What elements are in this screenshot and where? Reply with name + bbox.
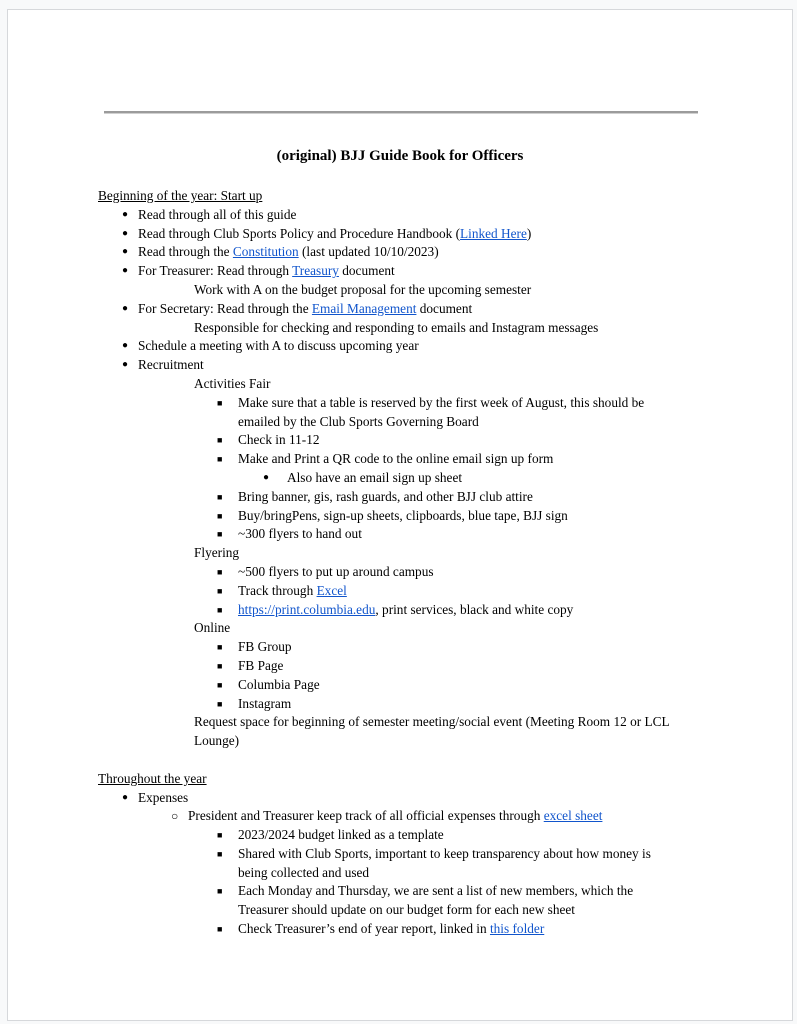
doc-line xyxy=(98,619,710,638)
text-run: Lounge) xyxy=(194,733,240,749)
square-bullet-icon: ■ xyxy=(217,604,223,615)
text-run: Shared with Club Sports, important to keep transparency about how money is xyxy=(238,845,651,861)
doc-link[interactable]: Email Management xyxy=(311,300,417,316)
disc-bullet-icon: ● xyxy=(122,246,129,258)
doc-line xyxy=(98,676,710,695)
doc-line xyxy=(98,394,710,413)
square-bullet-icon: ■ xyxy=(217,529,223,540)
disc-bullet-icon: ● xyxy=(122,208,129,220)
doc-line xyxy=(98,281,710,300)
text-run: Read through the xyxy=(138,244,233,260)
document-page xyxy=(7,9,793,1021)
doc-line xyxy=(98,732,710,751)
text-run: Make and Print a QR code to the online email sign up form xyxy=(238,451,554,467)
text-run: Throughout the year xyxy=(98,770,207,786)
doc-line xyxy=(98,450,710,469)
text-run: (last updated 10/10/2023) xyxy=(298,244,439,260)
horizontal-rule xyxy=(104,111,698,114)
doc-line xyxy=(98,901,710,920)
doc-line xyxy=(98,525,710,544)
text-run: Bring banner, gis, rash guards, and other BJJ club attire xyxy=(238,488,533,504)
doc-link[interactable]: excel sheet xyxy=(543,808,603,824)
square-bullet-icon: ■ xyxy=(217,510,223,521)
text-run: Responsible for checking and responding to emails and Instagram messages xyxy=(194,319,599,335)
doc-link[interactable]: Linked Here xyxy=(460,225,527,241)
doc-line xyxy=(98,225,710,244)
doc-line xyxy=(98,206,710,225)
doc-line xyxy=(98,845,710,864)
text-run: , print services, black and white copy xyxy=(375,601,574,617)
square-bullet-icon: ■ xyxy=(217,566,223,577)
doc-line xyxy=(98,920,710,939)
text-run: Instagram xyxy=(238,695,292,711)
text-run: ~500 flyers to put up around campus xyxy=(238,563,434,579)
doc-line xyxy=(98,789,710,808)
text-run: ~300 flyers to hand out xyxy=(238,526,362,542)
text-run: emailed by the Club Sports Governing Board xyxy=(238,413,479,429)
doc-line xyxy=(98,713,710,732)
doc-line xyxy=(98,488,710,507)
square-bullet-icon: ■ xyxy=(217,585,223,596)
doc-line xyxy=(98,582,710,601)
doc-line xyxy=(98,807,710,826)
section-heading xyxy=(98,770,710,789)
square-bullet-icon: ■ xyxy=(217,491,223,502)
document-body xyxy=(98,187,710,939)
text-run: ) xyxy=(526,225,532,241)
text-run: Work with A on the budget proposal for the upcoming semester xyxy=(194,281,532,297)
text-run: Treasurer should update on our budget form for each new sheet xyxy=(238,902,576,918)
text-run: President and Treasurer keep track of all official expenses through xyxy=(188,808,544,824)
doc-line xyxy=(98,601,710,620)
square-bullet-icon: ■ xyxy=(217,886,223,897)
text-run: Each Monday and Thursday, we are sent a list of new members, which the xyxy=(238,883,634,899)
text-run: Check Treasurer’s end of year report, linked in xyxy=(238,921,490,937)
text-run: For Treasurer: Read through xyxy=(138,263,293,279)
text-run: FB Page xyxy=(238,657,284,673)
doc-line xyxy=(98,864,710,883)
square-bullet-icon: ■ xyxy=(217,698,223,709)
text-run: FB Group xyxy=(238,639,292,655)
disc-bullet-icon: ● xyxy=(263,471,270,483)
text-run: Schedule a meeting with A to discuss upcoming year xyxy=(138,338,419,354)
text-run: 2023/2024 budget linked as a template xyxy=(238,827,444,843)
text-run: Online xyxy=(194,620,231,636)
doc-line xyxy=(98,413,710,432)
doc-line xyxy=(98,657,710,676)
square-bullet-icon: ■ xyxy=(217,830,223,841)
doc-link[interactable]: Treasury xyxy=(292,263,339,279)
text-run: Recruitment xyxy=(138,357,204,373)
doc-line xyxy=(98,356,710,375)
square-bullet-icon: ■ xyxy=(217,435,223,446)
doc-line xyxy=(98,507,710,526)
doc-line xyxy=(98,469,710,488)
doc-line xyxy=(98,300,710,319)
doc-link[interactable]: https://print.columbia.edu xyxy=(238,601,376,617)
doc-line xyxy=(98,638,710,657)
disc-bullet-icon: ● xyxy=(122,340,129,352)
disc-bullet-icon: ● xyxy=(122,227,129,239)
text-run: Columbia Page xyxy=(238,676,320,692)
doc-line xyxy=(98,243,710,262)
doc-line xyxy=(98,882,710,901)
square-bullet-icon: ■ xyxy=(217,454,223,465)
text-run: document xyxy=(338,263,395,279)
text-run: For Secretary: Read through the xyxy=(138,300,312,316)
disc-bullet-icon: ● xyxy=(122,359,129,371)
text-run: Track through xyxy=(238,582,317,598)
square-bullet-icon: ■ xyxy=(217,660,223,671)
text-run: document xyxy=(416,300,473,316)
doc-line xyxy=(98,544,710,563)
square-bullet-icon: ■ xyxy=(217,679,223,690)
text-run: Check in 11-12 xyxy=(238,432,320,448)
doc-link[interactable]: Constitution xyxy=(232,244,299,260)
doc-link[interactable]: Excel xyxy=(316,582,347,598)
disc-bullet-icon: ● xyxy=(122,265,129,277)
blank-line xyxy=(98,751,710,770)
text-run: Request space for beginning of semester meeting/social event (Meeting Room 12 or LCL xyxy=(194,714,670,730)
text-run: Activities Fair xyxy=(194,375,271,391)
text-run: being collected and used xyxy=(238,864,370,880)
disc-bullet-icon: ● xyxy=(122,791,129,803)
doc-line xyxy=(98,337,710,356)
square-bullet-icon: ■ xyxy=(217,848,223,859)
square-bullet-icon: ■ xyxy=(217,397,223,408)
doc-link[interactable]: this folder xyxy=(489,921,545,937)
doc-line xyxy=(98,563,710,582)
disc-bullet-icon: ● xyxy=(122,302,129,314)
section-heading xyxy=(98,187,710,206)
text-run: Read through all of this guide xyxy=(138,206,297,222)
doc-line xyxy=(98,375,710,394)
doc-line xyxy=(98,431,710,450)
text-run: Read through Club Sports Policy and Procedure Handbook ( xyxy=(138,225,461,241)
text-run: Beginning of the year: Start up xyxy=(98,188,263,203)
doc-line xyxy=(98,262,710,281)
doc-line xyxy=(98,695,710,714)
doc-line xyxy=(98,319,710,338)
text-run: Make sure that a table is reserved by the first week of August, this should be xyxy=(238,394,645,410)
circle-bullet-icon: ○ xyxy=(171,809,179,824)
text-run: Expenses xyxy=(138,789,189,805)
text-run: Buy/bringPens, sign-up sheets, clipboards, blue tape, BJJ sign xyxy=(238,507,568,523)
doc-line xyxy=(98,826,710,845)
text-run: Also have an email sign up sheet xyxy=(287,469,463,485)
square-bullet-icon: ■ xyxy=(217,924,223,935)
document-title: (original) BJJ Guide Book for Officers xyxy=(276,148,524,164)
square-bullet-icon: ■ xyxy=(217,642,223,653)
text-run: Flyering xyxy=(194,545,240,561)
